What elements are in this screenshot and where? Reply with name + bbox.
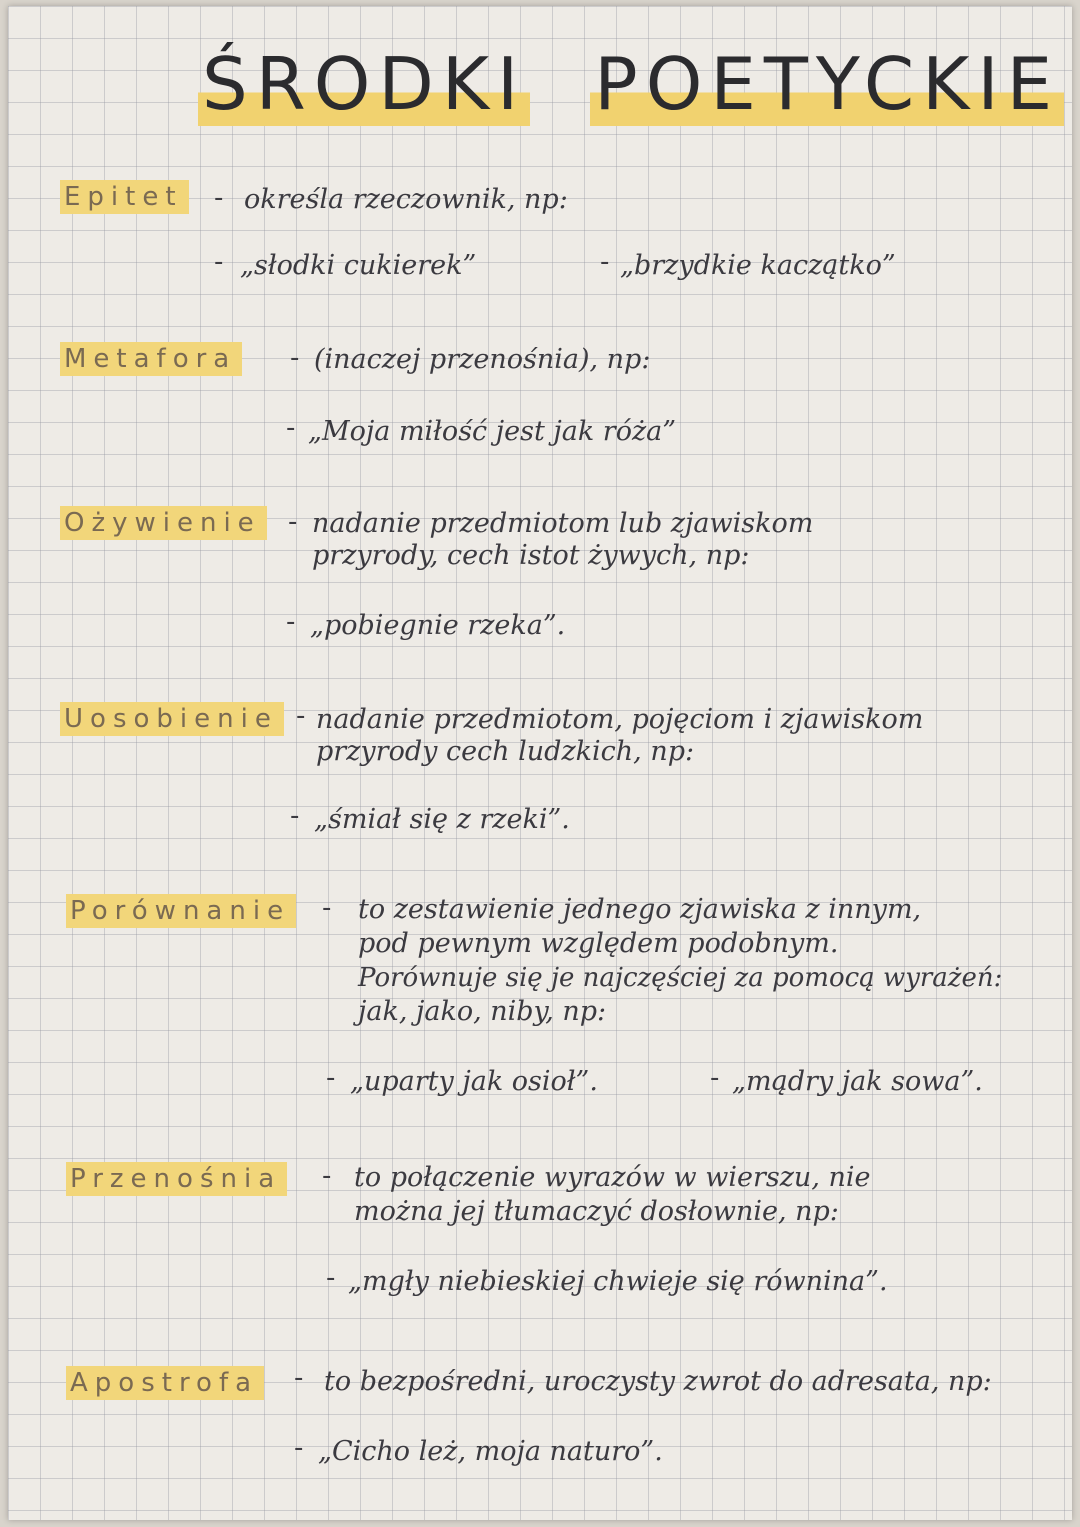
example-text: „pobiegnie rzeka”. [310,610,566,641]
example-text: „Cicho leż, moja naturo”. [318,1436,663,1467]
dash: - [326,1063,336,1093]
term-label: Porównanie [66,894,296,928]
definition-line: to połączenie wyrazów w wierszu, nie [354,1162,871,1193]
dash: - [322,893,332,923]
dash: - [326,1263,336,1293]
page-title [198,42,1061,132]
definition-line: nadanie przedmiotom lub zjawiskom [312,508,814,539]
example-text: „mgły niebieskiej chwieje się równina”. [348,1266,888,1297]
definition-line: to zestawienie jednego zjawiska z innym, [358,894,922,925]
title-word-1: ŚRODKI [198,42,530,126]
dash: - [288,507,298,537]
dash: - [286,413,296,443]
term-label: Ożywienie [60,506,267,540]
dash: - [286,607,296,637]
term-label: Uosobienie [60,702,284,736]
dash: - [322,1161,332,1191]
dash: - [214,247,224,277]
definition-line: określa rzeczownik, np: [244,184,568,215]
definition-line: to bezpośredni, uroczysty zwrot do adresata, np: [324,1366,992,1397]
term-label: Apostrofa [66,1366,264,1400]
example-text: „śmiał się z rzeki”. [314,804,570,835]
definition-line: nadanie przedmiotom, pojęciom i zjawiskom [316,704,924,735]
example-text: „Moja miłość jest jak róża” [308,416,677,447]
definition-line: Porównuje się je najczęściej za pomocą wyrażeń: [358,963,1003,993]
dash: - [294,1433,304,1463]
definition-line: można jej tłumaczyć dosłownie, np: [354,1196,839,1227]
definition-line: (inaczej przenośnia), np: [314,344,651,375]
dash: - [214,183,224,213]
dash: - [290,801,300,831]
term-label: Metafora [60,342,242,376]
term-label: Przenośnia [66,1162,287,1196]
notebook-page [8,6,1072,1520]
example-text: „uparty jak osioł”. [350,1066,598,1097]
definition-line: przyrody, cech istot żywych, np: [312,540,750,571]
example-text: „mądry jak sowa”. [732,1066,983,1097]
example-text: „brzydkie kaczątko” [620,250,896,281]
definition-line: pod pewnym względem podobnym. [358,928,839,959]
definition-line: jak, jako, niby, np: [358,996,607,1027]
definition-line: przyrody cech ludzkich, np: [316,736,695,767]
dash: - [294,1363,304,1393]
example-text: „słodki cukierek” [240,250,477,281]
dash: - [710,1063,720,1093]
title-word-2: POETYCKIE [590,42,1064,126]
dash: - [296,701,306,731]
term-label: Epitet [60,180,189,214]
dash: - [290,343,300,373]
dash: - [600,247,610,277]
